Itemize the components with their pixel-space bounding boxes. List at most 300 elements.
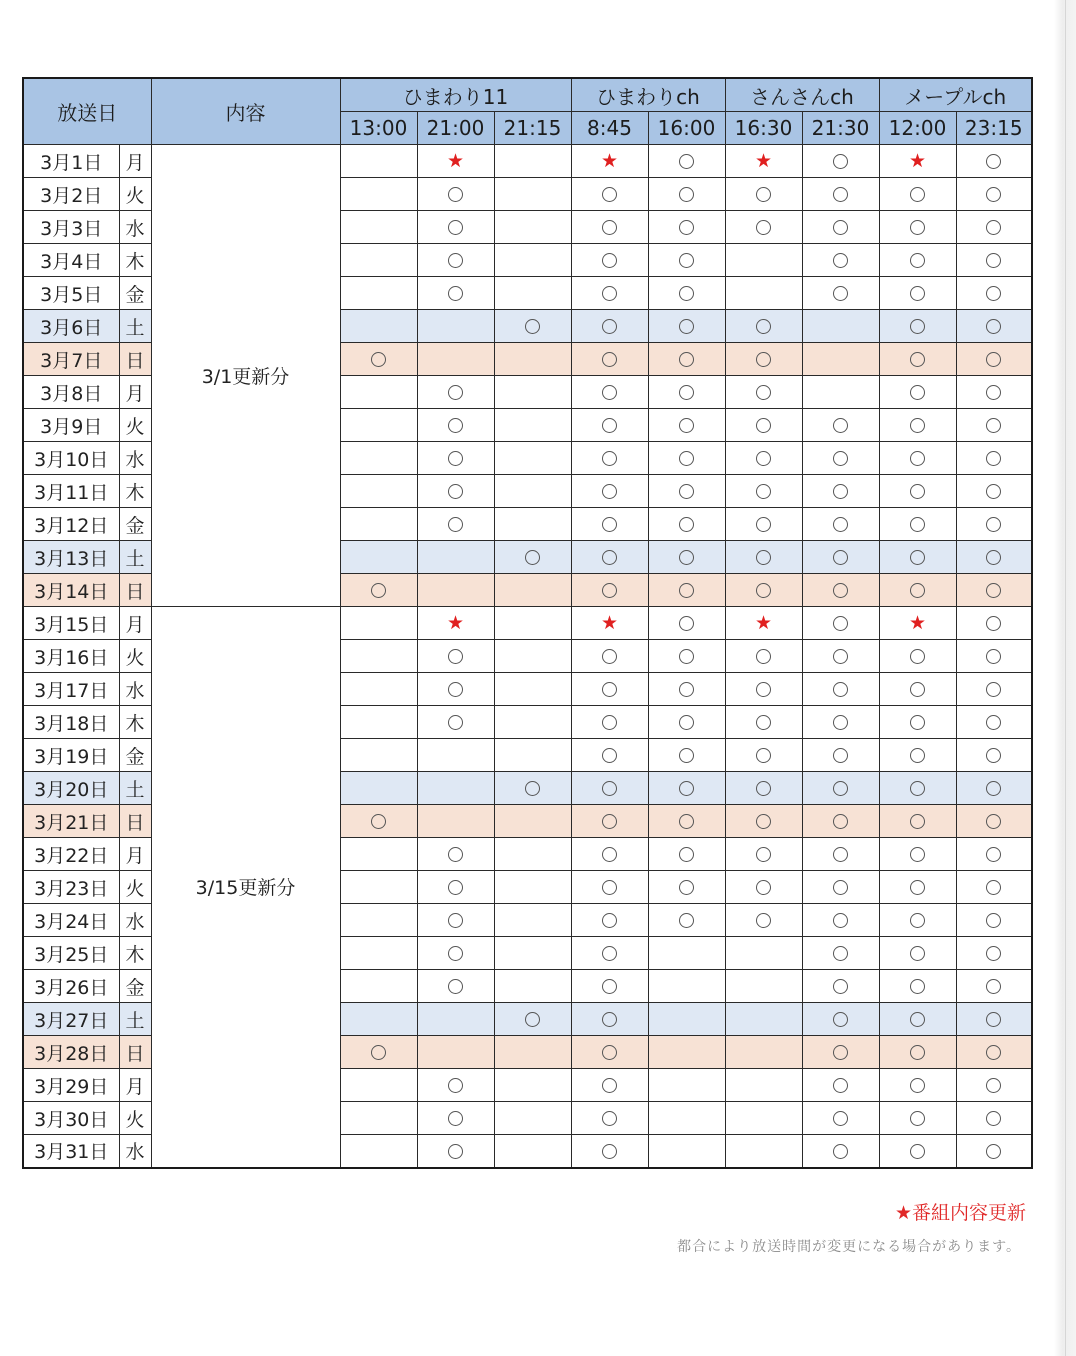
schedule-cell xyxy=(571,574,648,607)
schedule-cell xyxy=(571,706,648,739)
schedule-cell xyxy=(802,343,879,376)
schedule-cell xyxy=(802,1102,879,1135)
circle-mark-icon xyxy=(756,451,771,466)
schedule-cell xyxy=(494,541,571,574)
schedule-cell xyxy=(648,574,725,607)
circle-mark-icon xyxy=(679,418,694,433)
schedule-cell xyxy=(571,541,648,574)
circle-mark-icon xyxy=(833,583,848,598)
row-weekday: 水 xyxy=(119,442,151,475)
broadcast-schedule-table xyxy=(22,77,1033,1169)
circle-mark-icon xyxy=(448,880,463,895)
circle-mark-icon xyxy=(833,484,848,499)
schedule-cell xyxy=(879,937,956,970)
circle-mark-icon xyxy=(679,253,694,268)
circle-mark-icon xyxy=(910,814,925,829)
schedule-cell xyxy=(648,541,725,574)
schedule-cell xyxy=(956,772,1032,805)
schedule-cell xyxy=(725,211,802,244)
circle-mark-icon xyxy=(756,649,771,664)
circle-mark-icon xyxy=(986,979,1001,994)
row-weekday: 木 xyxy=(119,937,151,970)
schedule-cell xyxy=(494,376,571,409)
schedule-cell xyxy=(417,871,494,904)
schedule-cell xyxy=(417,706,494,739)
schedule-cell xyxy=(648,640,725,673)
row-date: 3月21日 xyxy=(23,805,119,838)
schedule-cell xyxy=(879,244,956,277)
circle-mark-icon xyxy=(448,715,463,730)
circle-mark-icon xyxy=(679,616,694,631)
schedule-cell xyxy=(879,178,956,211)
schedule-cell xyxy=(417,937,494,970)
circle-mark-icon xyxy=(448,913,463,928)
circle-mark-icon xyxy=(602,715,617,730)
schedule-cell xyxy=(417,607,494,640)
header-time: 8:45 xyxy=(571,112,648,145)
circle-mark-icon xyxy=(986,1111,1001,1126)
circle-mark-icon xyxy=(986,748,1001,763)
schedule-cell xyxy=(956,607,1032,640)
schedule-cell xyxy=(879,838,956,871)
schedule-cell xyxy=(340,838,417,871)
circle-mark-icon xyxy=(910,517,925,532)
schedule-cell xyxy=(648,475,725,508)
circle-mark-icon xyxy=(833,1012,848,1027)
circle-mark-icon xyxy=(602,781,617,796)
circle-mark-icon xyxy=(833,220,848,235)
circle-mark-icon xyxy=(679,286,694,301)
schedule-cell xyxy=(879,145,956,178)
circle-mark-icon xyxy=(833,781,848,796)
circle-mark-icon xyxy=(833,913,848,928)
header-row-channels xyxy=(23,78,1032,112)
circle-mark-icon xyxy=(833,187,848,202)
circle-mark-icon xyxy=(910,550,925,565)
schedule-cell xyxy=(879,772,956,805)
circle-mark-icon xyxy=(679,385,694,400)
schedule-cell xyxy=(802,1003,879,1036)
circle-mark-icon xyxy=(679,583,694,598)
circle-mark-icon xyxy=(602,220,617,235)
circle-mark-icon xyxy=(679,814,694,829)
schedule-cell xyxy=(956,145,1032,178)
schedule-cell xyxy=(340,409,417,442)
circle-mark-icon xyxy=(371,814,386,829)
schedule-cell xyxy=(956,310,1032,343)
schedule-cell xyxy=(571,937,648,970)
circle-mark-icon xyxy=(833,715,848,730)
row-weekday: 火 xyxy=(119,178,151,211)
schedule-cell xyxy=(340,871,417,904)
star-mark-icon: ★ xyxy=(754,150,773,172)
schedule-cell xyxy=(571,607,648,640)
circle-mark-icon xyxy=(679,649,694,664)
schedule-cell xyxy=(417,772,494,805)
schedule-cell xyxy=(417,640,494,673)
circle-mark-icon xyxy=(679,880,694,895)
circle-mark-icon xyxy=(986,319,1001,334)
schedule-cell xyxy=(340,706,417,739)
schedule-cell xyxy=(879,970,956,1003)
row-date: 3月7日 xyxy=(23,343,119,376)
row-weekday: 土 xyxy=(119,310,151,343)
schedule-cell xyxy=(571,904,648,937)
circle-mark-icon xyxy=(986,715,1001,730)
circle-mark-icon xyxy=(756,418,771,433)
circle-mark-icon xyxy=(986,1012,1001,1027)
schedule-cell xyxy=(956,640,1032,673)
schedule-cell xyxy=(417,442,494,475)
schedule-cell xyxy=(802,1036,879,1069)
circle-mark-icon xyxy=(602,286,617,301)
schedule-cell xyxy=(648,1102,725,1135)
schedule-cell xyxy=(494,1003,571,1036)
schedule-cell xyxy=(725,607,802,640)
circle-mark-icon xyxy=(986,286,1001,301)
schedule-cell xyxy=(956,211,1032,244)
circle-mark-icon xyxy=(602,913,617,928)
schedule-cell xyxy=(340,1003,417,1036)
row-weekday: 土 xyxy=(119,1003,151,1036)
schedule-cell xyxy=(802,277,879,310)
circle-mark-icon xyxy=(602,979,617,994)
circle-mark-icon xyxy=(602,385,617,400)
schedule-cell xyxy=(417,1003,494,1036)
schedule-row xyxy=(23,145,1032,178)
schedule-cell xyxy=(417,904,494,937)
schedule-cell xyxy=(571,442,648,475)
circle-mark-icon xyxy=(910,715,925,730)
schedule-cell xyxy=(956,904,1032,937)
circle-mark-icon xyxy=(525,781,540,796)
circle-mark-icon xyxy=(986,253,1001,268)
schedule-cell xyxy=(802,904,879,937)
circle-mark-icon xyxy=(986,1144,1001,1159)
row-weekday: 金 xyxy=(119,508,151,541)
row-date: 3月14日 xyxy=(23,574,119,607)
row-weekday: 水 xyxy=(119,1135,151,1168)
schedule-cell xyxy=(494,673,571,706)
schedule-cell xyxy=(417,508,494,541)
schedule-cell xyxy=(725,838,802,871)
schedule-cell xyxy=(648,871,725,904)
schedule-cell xyxy=(417,409,494,442)
circle-mark-icon xyxy=(910,682,925,697)
schedule-cell xyxy=(725,343,802,376)
row-date: 3月19日 xyxy=(23,739,119,772)
schedule-cell xyxy=(725,805,802,838)
header-time: 23:15 xyxy=(956,112,1032,145)
circle-mark-icon xyxy=(371,583,386,598)
circle-mark-icon xyxy=(756,517,771,532)
schedule-cell xyxy=(802,970,879,1003)
schedule-cell xyxy=(340,805,417,838)
circle-mark-icon xyxy=(679,517,694,532)
circle-mark-icon xyxy=(602,187,617,202)
star-mark-icon: ★ xyxy=(754,612,773,634)
circle-mark-icon xyxy=(833,286,848,301)
circle-mark-icon xyxy=(448,649,463,664)
header-time: 21:15 xyxy=(494,112,571,145)
circle-mark-icon xyxy=(986,781,1001,796)
circle-mark-icon xyxy=(602,847,617,862)
star-mark-icon: ★ xyxy=(600,612,619,634)
schedule-cell xyxy=(879,442,956,475)
schedule-cell xyxy=(956,244,1032,277)
row-weekday: 火 xyxy=(119,640,151,673)
row-date: 3月2日 xyxy=(23,178,119,211)
schedule-cell xyxy=(340,541,417,574)
row-date: 3月18日 xyxy=(23,706,119,739)
schedule-cell xyxy=(648,409,725,442)
schedule-cell xyxy=(956,1102,1032,1135)
circle-mark-icon xyxy=(833,451,848,466)
row-date: 3月16日 xyxy=(23,640,119,673)
schedule-cell xyxy=(879,310,956,343)
circle-mark-icon xyxy=(910,781,925,796)
schedule-cell xyxy=(725,508,802,541)
circle-mark-icon xyxy=(679,187,694,202)
schedule-cell xyxy=(956,574,1032,607)
schedule-cell xyxy=(571,244,648,277)
circle-mark-icon xyxy=(756,550,771,565)
circle-mark-icon xyxy=(910,1078,925,1093)
star-mark-icon: ★ xyxy=(908,612,927,634)
row-date: 3月13日 xyxy=(23,541,119,574)
circle-mark-icon xyxy=(756,319,771,334)
schedule-cell xyxy=(802,508,879,541)
circle-mark-icon xyxy=(679,913,694,928)
schedule-cell xyxy=(340,607,417,640)
circle-mark-icon xyxy=(986,220,1001,235)
circle-mark-icon xyxy=(602,253,617,268)
circle-mark-icon xyxy=(833,418,848,433)
row-date: 3月20日 xyxy=(23,772,119,805)
circle-mark-icon xyxy=(986,649,1001,664)
circle-mark-icon xyxy=(833,682,848,697)
circle-mark-icon xyxy=(910,979,925,994)
schedule-cell xyxy=(571,277,648,310)
circle-mark-icon xyxy=(986,814,1001,829)
schedule-cell xyxy=(494,1036,571,1069)
circle-mark-icon xyxy=(525,319,540,334)
circle-mark-icon xyxy=(602,583,617,598)
header-broadcast-date: 放送日 xyxy=(23,78,151,145)
schedule-cell xyxy=(571,970,648,1003)
schedule-cell xyxy=(340,244,417,277)
schedule-cell xyxy=(494,1135,571,1168)
schedule-cell xyxy=(494,838,571,871)
schedule-cell xyxy=(956,673,1032,706)
circle-mark-icon xyxy=(602,418,617,433)
row-weekday: 火 xyxy=(119,871,151,904)
schedule-cell xyxy=(571,508,648,541)
schedule-cell xyxy=(340,772,417,805)
row-weekday: 日 xyxy=(119,574,151,607)
circle-mark-icon xyxy=(910,187,925,202)
circle-mark-icon xyxy=(986,1078,1001,1093)
schedule-cell xyxy=(571,640,648,673)
circle-mark-icon xyxy=(833,1144,848,1159)
circle-mark-icon xyxy=(679,319,694,334)
row-weekday: 木 xyxy=(119,475,151,508)
schedule-cell xyxy=(802,409,879,442)
row-weekday: 日 xyxy=(119,805,151,838)
circle-mark-icon xyxy=(448,946,463,961)
schedule-cell xyxy=(725,673,802,706)
row-date: 3月15日 xyxy=(23,607,119,640)
schedule-cell xyxy=(802,442,879,475)
schedule-cell xyxy=(340,1069,417,1102)
circle-mark-icon xyxy=(833,616,848,631)
schedule-cell xyxy=(956,277,1032,310)
schedule-cell xyxy=(802,607,879,640)
header-channel-maplech: メープルch xyxy=(879,78,1032,112)
schedule-cell xyxy=(725,574,802,607)
schedule-cell xyxy=(956,442,1032,475)
schedule-cell xyxy=(417,343,494,376)
circle-mark-icon xyxy=(833,847,848,862)
schedule-cell xyxy=(571,1135,648,1168)
schedule-cell xyxy=(494,904,571,937)
schedule-cell xyxy=(494,739,571,772)
schedule-cell xyxy=(725,970,802,1003)
circle-mark-icon xyxy=(756,880,771,895)
schedule-cell xyxy=(956,937,1032,970)
schedule-cell xyxy=(340,310,417,343)
circle-mark-icon xyxy=(525,550,540,565)
circle-mark-icon xyxy=(756,814,771,829)
circle-mark-icon xyxy=(986,451,1001,466)
schedule-cell xyxy=(571,343,648,376)
schedule-cell xyxy=(648,277,725,310)
schedule-cell xyxy=(340,1135,417,1168)
schedule-cell xyxy=(802,310,879,343)
circle-mark-icon xyxy=(602,484,617,499)
schedule-cell xyxy=(340,673,417,706)
schedule-cell xyxy=(879,409,956,442)
schedule-cell xyxy=(494,937,571,970)
schedule-cell xyxy=(340,739,417,772)
schedule-cell xyxy=(648,838,725,871)
schedule-cell xyxy=(648,343,725,376)
schedule-cell xyxy=(725,706,802,739)
schedule-cell xyxy=(725,277,802,310)
circle-mark-icon xyxy=(833,1045,848,1060)
schedule-cell xyxy=(648,970,725,1003)
circle-mark-icon xyxy=(910,880,925,895)
schedule-cell xyxy=(879,376,956,409)
schedule-cell xyxy=(417,244,494,277)
schedule-cell xyxy=(956,1003,1032,1036)
star-mark-icon: ★ xyxy=(908,150,927,172)
schedule-cell xyxy=(417,673,494,706)
schedule-cell xyxy=(340,970,417,1003)
schedule-cell xyxy=(956,1135,1032,1168)
schedule-cell xyxy=(340,343,417,376)
schedule-cell xyxy=(802,1069,879,1102)
schedule-cell xyxy=(494,475,571,508)
circle-mark-icon xyxy=(910,946,925,961)
schedule-cell xyxy=(494,1069,571,1102)
schedule-cell xyxy=(417,1102,494,1135)
row-weekday: 月 xyxy=(119,145,151,178)
schedule-cell xyxy=(340,277,417,310)
circle-mark-icon xyxy=(986,517,1001,532)
schedule-cell xyxy=(879,574,956,607)
schedule-cell xyxy=(571,145,648,178)
circle-mark-icon xyxy=(910,253,925,268)
schedule-cell xyxy=(802,937,879,970)
schedule-cell xyxy=(879,1003,956,1036)
row-date: 3月24日 xyxy=(23,904,119,937)
schedule-cell xyxy=(494,244,571,277)
schedule-cell xyxy=(340,442,417,475)
row-weekday: 日 xyxy=(119,1036,151,1069)
row-weekday: 月 xyxy=(119,607,151,640)
row-date: 3月5日 xyxy=(23,277,119,310)
schedule-cell xyxy=(802,244,879,277)
schedule-cell xyxy=(648,673,725,706)
circle-mark-icon xyxy=(448,385,463,400)
schedule-cell xyxy=(802,706,879,739)
schedule-cell xyxy=(802,640,879,673)
schedule-cell xyxy=(725,1003,802,1036)
header-channel-sansanch: さんさんch xyxy=(725,78,879,112)
schedule-cell xyxy=(417,211,494,244)
circle-mark-icon xyxy=(910,748,925,763)
circle-mark-icon xyxy=(986,484,1001,499)
row-date: 3月28日 xyxy=(23,1036,119,1069)
circle-mark-icon xyxy=(833,979,848,994)
row-date: 3月12日 xyxy=(23,508,119,541)
header-time: 21:30 xyxy=(802,112,879,145)
schedule-cell xyxy=(648,244,725,277)
circle-mark-icon xyxy=(602,319,617,334)
schedule-cell xyxy=(494,574,571,607)
schedule-cell xyxy=(417,1069,494,1102)
row-weekday: 火 xyxy=(119,409,151,442)
schedule-cell xyxy=(648,211,725,244)
star-mark-icon: ★ xyxy=(446,612,465,634)
schedule-cell xyxy=(571,376,648,409)
schedule-cell xyxy=(802,376,879,409)
circle-mark-icon xyxy=(833,649,848,664)
circle-mark-icon xyxy=(986,550,1001,565)
schedule-cell xyxy=(879,1069,956,1102)
header-time: 21:00 xyxy=(417,112,494,145)
schedule-cell xyxy=(956,409,1032,442)
circle-mark-icon xyxy=(756,913,771,928)
circle-mark-icon xyxy=(986,616,1001,631)
circle-mark-icon xyxy=(756,385,771,400)
circle-mark-icon xyxy=(756,583,771,598)
row-date: 3月9日 xyxy=(23,409,119,442)
row-weekday: 金 xyxy=(119,739,151,772)
header-time: 16:00 xyxy=(648,112,725,145)
schedule-cell xyxy=(725,739,802,772)
content-group-label: 3/15更新分 xyxy=(151,607,340,1168)
schedule-cell xyxy=(725,475,802,508)
circle-mark-icon xyxy=(756,682,771,697)
circle-mark-icon xyxy=(679,847,694,862)
schedule-cell xyxy=(802,178,879,211)
circle-mark-icon xyxy=(602,1045,617,1060)
circle-mark-icon xyxy=(910,484,925,499)
schedule-cell xyxy=(571,409,648,442)
circle-mark-icon xyxy=(756,187,771,202)
